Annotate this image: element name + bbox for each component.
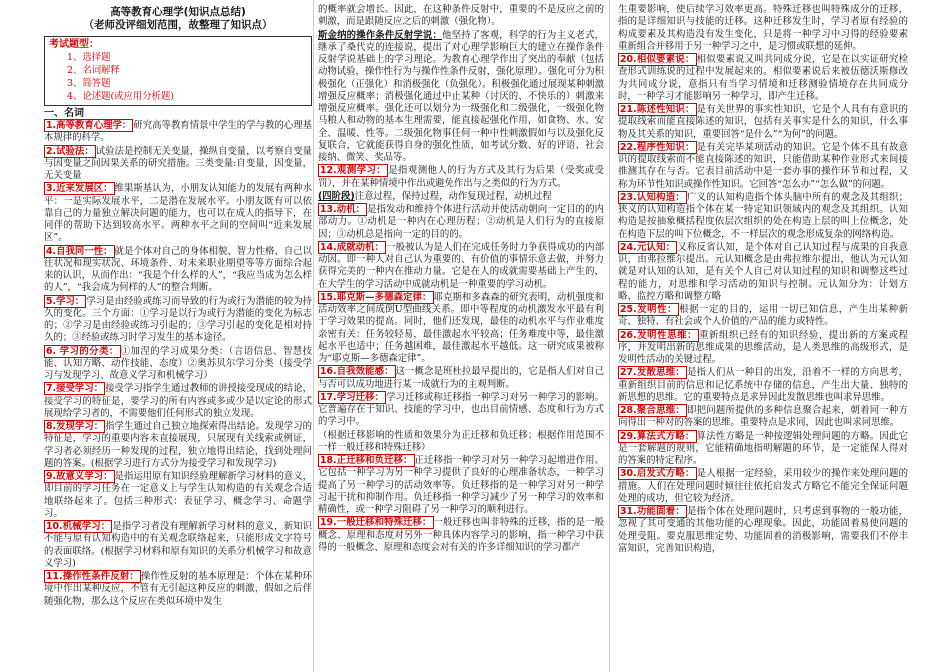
glossary-entry	[318, 455, 604, 516]
glossary-entry	[618, 242, 908, 303]
entry-text: 一般被认为是人们在完成任务时力争获得成功的内部动因。即一种人对自己认为重要的、有价值的事情乐意去做，并努力获得完美的一种内在推动力量。它是在人的成就需要基础上产生的，在大学生的学习活动中成就动机是一种重要的学习动机。	[318, 241, 604, 290]
column-middle	[318, 4, 604, 668]
glossary-entry	[44, 120, 312, 145]
glossary-entry	[618, 142, 908, 191]
glossary-entry	[44, 521, 312, 570]
glossary-entry	[318, 165, 604, 190]
glossary-entry	[618, 506, 908, 555]
glossary-entry	[318, 242, 604, 291]
glossary-entry	[318, 191, 604, 203]
glossary-entry	[618, 468, 908, 505]
entry-text: 是有关世界的事实性知识，它是个人具有有意识的提取线索而能直接陈述的知识，包括有关事实是什么的知识，什么事物及其关系的知识，重要回答“是什么”“为何”的问题。	[618, 104, 908, 140]
entry-text: 的概率就会增长。因此，在这种条件反射中，重要的不是反应之前的刺激，而是跟随反应之后的刺激（强化物）。	[318, 4, 604, 28]
glossary-entry	[44, 421, 312, 470]
glossary-entry	[618, 54, 908, 103]
column-left	[44, 4, 312, 668]
term-label: 3.近来发展区：	[46, 183, 113, 195]
section-heading: 一、名词	[44, 107, 84, 119]
glossary-entry	[44, 346, 312, 383]
glossary-entry	[44, 471, 312, 520]
document-subtitle: （老师没评细划范围，故整理了知识点）	[83, 19, 273, 32]
glossary-entry	[318, 392, 604, 429]
entry-text: 是指观测他人的行为方式及其行为后果（受奖或受罚），并在某种情境中作出或避免作出与之类似的行为方式。	[318, 165, 604, 189]
outline-item: 1、选择题	[67, 51, 111, 63]
entry-text: 是有关完毕某项活动的知识。它是个体不具有故意识的提取线索而不能直接陈述的知识，只能借助某种作业形式来间接推测其存在与否。它表目前活动中是一套办事的操作环节和过程，又称为环节性知识或操作性知识。它回答“怎么办”“怎么做”的问题。	[618, 141, 908, 190]
exam-question-types-box	[44, 36, 312, 106]
entry-text: 操作性反射的基本原理是：个体在某种环境中作出某种反应，不管有无引起这种反应的刺激，假如之后伴随强化物，那么这个反应在类似环境中发生	[44, 571, 312, 607]
term-label: 29.算法式方略：	[620, 430, 695, 442]
term-label: 8.发现学习：	[46, 421, 104, 432]
entry-text: （根据迁移影响的性质和效果分为正迁移和负迁移；根据作用范围不一样一般迁移和特殊迁移）	[318, 429, 604, 453]
glossary-entry	[618, 192, 908, 241]
column-divider	[609, 0, 610, 672]
entry-text: 重新组织已经有的知识经验，提出新的方案或程序，并发明出新的思维成果的思维活动，是人类思维的高级形式，是发明性活动的关键过程。	[618, 329, 908, 365]
entry-text: 指学生通过自己独立地探索得出结论。发现学习的特征是，学习的重要内容未直接展现，只展现有关线索或例证，学习者必须经历一种发现的过程，独立地得出结论，找到处理问题的答案。(根据学习进行方式分为接受学习和发现学习)	[44, 421, 312, 469]
term-label: 11.操作性条件反射：	[46, 571, 139, 582]
term-label: 18.正迁移和负迁移：	[320, 455, 413, 466]
entry-text: 是人根据一定经验，采用较少的操作来处理问题的措施。人们在处理问题时倾往往依托启发式方略它不能完全保证问题处理的成功，但它较为经济。	[618, 468, 908, 504]
glossary-entry	[44, 146, 312, 183]
term-label: 28.聚合思维：	[620, 405, 685, 416]
entry-text: 是指个体在处理问题时，只考虑到事物的一般功能，忽视了其可变通的其他功能的心理现象。因此，功能固着易使问题的处理受阻。要克服思维定势、功能固着的消极影响，需要我们不停丰富知识，完善知识构造，	[618, 506, 908, 554]
glossary-entry	[618, 405, 908, 430]
glossary-entry	[44, 246, 312, 295]
term-label: 19.一般迁移和特殊迁移：	[320, 517, 432, 529]
entry-text: 又称反省认知，是个体对自己认知过程与成果的自我意识，由弗拉维尔提出。元认知概念是由弗拉维尔提出，他认为元认知就是对认知的认知，是有关个人自己对认知过程的知识和调整这些过程的能力，对思维和学习活动的知识与控制。元认知分为：计划方略、监控方略和调整方略	[618, 241, 908, 302]
term-label: 26.发明性思维：	[620, 329, 698, 341]
glossary-entry	[618, 4, 908, 53]
glossary-entry	[618, 330, 908, 367]
term-label: 23.认知构造：	[620, 191, 685, 203]
paragraph-heading: (四阶段)	[318, 190, 355, 202]
glossary-entry	[44, 571, 312, 608]
entry-text: 试验法是控制无关变量，操纵自变量，以考察自变量与因变量之间因果关系的研究措施。三类变量:自变量，因变量，无关变量	[44, 145, 312, 181]
term-label: 2.试验法：	[46, 145, 94, 157]
outline-heading: 考试题型：	[49, 38, 99, 50]
glossary-entry	[318, 30, 604, 165]
entry-text: 他坚持了客观，科学的行为主义老式，继承了桑代克的连接说，提出了对心理学影响巨大的建立在操作条件反射学说基础上的学习理论。为教育心理学作出了突出的奉献（包括动物试验，操作性行为与操作性条件反射，强化原理）。强化可分为积极强化（正强化）和消极强化（负强化）。积极强化通过展现某种刺激增强反应概率；消极强化通过中止某种（讨厌的、不快乐的）刺激来增强反应概率。强化还可以划分为一级强化和二级强化，一级强化物马粮人和动物的基本生理需要，能直接起强化作用，如食物、水、安全、温暖、性等。二级强化物事任何一种中性刺激假如与以及强化反复联合，它就能获得自身的强化性质，如考试分数、好的评语、社会接纳、微笑、奖品等。	[318, 29, 604, 163]
term-label: 12.观测学习：	[320, 165, 387, 177]
term-label: 31.功能固着：	[620, 506, 685, 517]
entry-text: 学习迁移或称迁移指一种学习对另一种学习的影响。它普遍存在于知识、技能的学习中，也出目前情感、态度和行为方式的学习中。	[318, 391, 604, 428]
entry-text: 接受学习指学生通过教师的讲授接受现成的结论，接受学习的特征是，要学习的所有内容或多或少是以定论的形式展现给学习者的，不需要他们任何形式的独立发现。	[44, 383, 312, 419]
term-label: 14.成就动机：	[320, 241, 385, 253]
entry-text: 就是个体对自己的身体相貌、智力性格、自己以往状况和现实状况、环境条件、对未来职业期望等等方面综合起来的认识，从而作出：“我是个什么样的人”，“我应当成为怎么样的人”，“我会成为何样的人”的整合判断。	[44, 245, 312, 294]
entry-text: 注意过程，保持过程，动作复现过程，动机过程	[354, 190, 552, 202]
glossary-entry	[44, 383, 312, 420]
document-title: 高等教育心理学(知识点总结)	[110, 6, 246, 18]
entry-text: 耶克斯和多森森的研究表明，动机强度和活动效率之间成倒U型曲线关系。即中等程度的动机激发水平最有利于学习效果的提高。同时，他们还发现，最佳的动机水平与作业难度亲密有关：任务较轻易，最佳激起水平较高；任务难度中等，最佳激起水平也适中；任务越困难，最佳激起水平越低。这一研究成果被称为“耶克斯—多德森定律”。	[318, 291, 604, 364]
outline-item: 3、简答题	[67, 77, 111, 89]
entry-text: 正迁移指一种学习对另一种学习起增进作用。它包括一种学习为另一种学习提供了良好的心理准备状态，一种学习提高了另一种学习的活动效率等。负迁移指的是一种学习对另一种学习起干扰和抑制作用。负迁移指一种学习减少了另一种学习的效率和精确性，或一种学习阻碍了另一种学习的顺利进行。	[318, 455, 604, 515]
entry-text: 是指人们从一种目的出发，沿着不一样的方向思考，重新组织目前的信息和记忆系统中存储的信息，产生出大量、独特的新思想的思维。它的重要特点是求异因此发散思维也叫求异思维。	[618, 367, 908, 403]
glossary-entry	[618, 431, 908, 468]
column-right	[618, 4, 908, 668]
term-label: 24.元认知：	[620, 241, 676, 253]
entry-text: 即把问题所提供的多种信息聚合起来，朝着同一种方向得出一种对的答案的思维。重要特点是求同，因此也叫求同思维。	[618, 405, 908, 429]
paragraph-heading: 斯金纳的操作条件反射学说：	[318, 29, 442, 41]
term-label: 6. 学习的分类：	[46, 345, 119, 357]
term-label: 27.发散思维：	[620, 367, 685, 379]
term-label: 1.高等教育心理学：	[46, 120, 132, 131]
glossary-entry	[318, 4, 604, 29]
glossary-entry	[618, 304, 908, 329]
glossary-entry	[618, 367, 908, 404]
term-label: 15.耶克斯—多德森定律：	[320, 291, 432, 303]
term-label: 9.故意义学习：	[46, 471, 113, 482]
entry-text: 根据一定的目的，运用一切已知信息，产生出某种新奇、独特、有社会或个人价值的产品的能力或特性。	[618, 304, 908, 328]
term-label: 25.发明性：	[620, 304, 678, 315]
entry-text: 这一概念是班杜拉最早提出的，它是指人们对自己与否可以成功地进行某一成就行为的主观判断。	[318, 366, 604, 390]
entry-text: 维果斯基认为，小朋友认知能力的发展有两种水平：一是实际发展水平，二是潜在发展水平。小朋友既有可以依靠自己的力量独立解决问题的能力，也可以在成人的指导下，在同伴的帮助下达到较高水平。两种水平之间的空间叫“近来发展区”。	[44, 183, 312, 244]
entry-text: 是指学习者没有理解新学习材料的意义，新知识不能与原有认知构造中的有关观念联络起来，只能形成文字符号的表面联络。(根据学习材料和原有知识的关系分机械学习和故意义学习)	[44, 521, 312, 569]
term-label: 20.相似要素说：	[620, 54, 695, 65]
term-label: 4.自我同一性：	[46, 245, 113, 257]
glossary-entry	[44, 183, 312, 244]
entry-text: 相似要素说又叫共同成分说，它是在以实证研究检查形式训练说的过程中发展起来的。相似要素说后来被伍德沃斯修改为共同成分说，意指只有当学习情境和迁移测验情境存在共同成分时，一种学习才能影响另一种学习，即产生迁移。	[618, 54, 908, 102]
entry-text: 是指运用原有知识经验理解新学习材料的意义，即目前的学习任务在一定意义上与学生认知构造的有关观念合适地联络起来了。包括三种形式：表征学习、概念学习、命题学习。	[44, 471, 312, 519]
term-label: 10.机械学习：	[46, 521, 111, 532]
term-label: 7.接受学习：	[46, 383, 104, 395]
column-divider	[313, 0, 314, 672]
glossary-entry	[318, 292, 604, 366]
term-label: 22.程序性知识：	[620, 141, 695, 153]
glossary-entry	[318, 366, 604, 391]
entry-text: ①加涅的学习成果分类：（言语信息、智慧技能、认知方略、动作技能、态度）②奥苏贝尔学习分类（接受学习与发现学习、故意义学习和机械学习）	[44, 345, 312, 381]
entry-text: 学习是由经验或练习而导致的行为或行为潜能的较为持久的变化。三个方面：①学习是以行为或行为潜能的变化为标志的；②学习是由经验或练习引起的；③学习引起的变化是相对持久的；③经验或练习时学习发生的基本途径。	[44, 295, 312, 344]
glossary-entry	[318, 517, 604, 554]
entry-text: 广义的认知构造指个体头脑中所有的观念及其组织；狭义的认知构造指个体在某一特定知识领域内的观念及其组织。认知构造是按抽象概括程度依层次组织的处在构造上层的叫上位概念，处在构造下层的叫下位概念，不一样层次的观念形成复杂的网络构造。	[618, 191, 908, 240]
term-label: 5.学习：	[46, 295, 85, 307]
entry-text: 算法性方略是一种按逻辑处理问题的方略。因此它是一套解题的规则，它能精确地指明解题的环节，是一定能保人得对的答案的特定程序。	[618, 430, 908, 466]
term-label: 16.自我效能感：	[320, 366, 394, 378]
term-label: 13.动机：	[320, 204, 366, 215]
entry-text: 生重要影响，使后续学习效率更高。特殊迁移也叫特殊成分的迁移，指的是详细知识与技能的迁移。这种迁移发生时，学习者原有经验的构成要素及其构造没有发生变化，只是将一种学习中习得的经验要素重新组合并移用于另一种学习之中，是习惯或联想的延伸。	[618, 4, 908, 52]
term-label: 30.启发式方略：	[620, 468, 695, 480]
outline-item: 4、论述题(或应用分析题)	[67, 90, 175, 102]
glossary-entry	[44, 296, 312, 345]
term-label: 17.学习迁移：	[320, 391, 385, 403]
glossary-entry	[318, 204, 604, 241]
glossary-entry	[318, 430, 604, 455]
entry-text: 是指发动和维持个体进行活动并使活动朝向一定目的的内部动力。①动机是一种内在心理历程；②动机是人们行为的直接原因；③动机总是指向一定的目的的。	[318, 204, 604, 240]
glossary-entry	[618, 104, 908, 141]
term-label: 21.陈述性知识：	[620, 104, 695, 115]
outline-item: 2、名词解释	[67, 64, 120, 76]
entry-text: 研究高等教育情景中学生的学与教的心理基本规律的科学。	[44, 120, 312, 144]
entry-text: 一般迁移也叫非特殊的迁移，指的是一般概念、原理和态度对另外一种具体内容学习的影响，指一种学习中获得的一般概念、原理和态度会对有关的许多详细知识的学习都产	[318, 517, 604, 553]
